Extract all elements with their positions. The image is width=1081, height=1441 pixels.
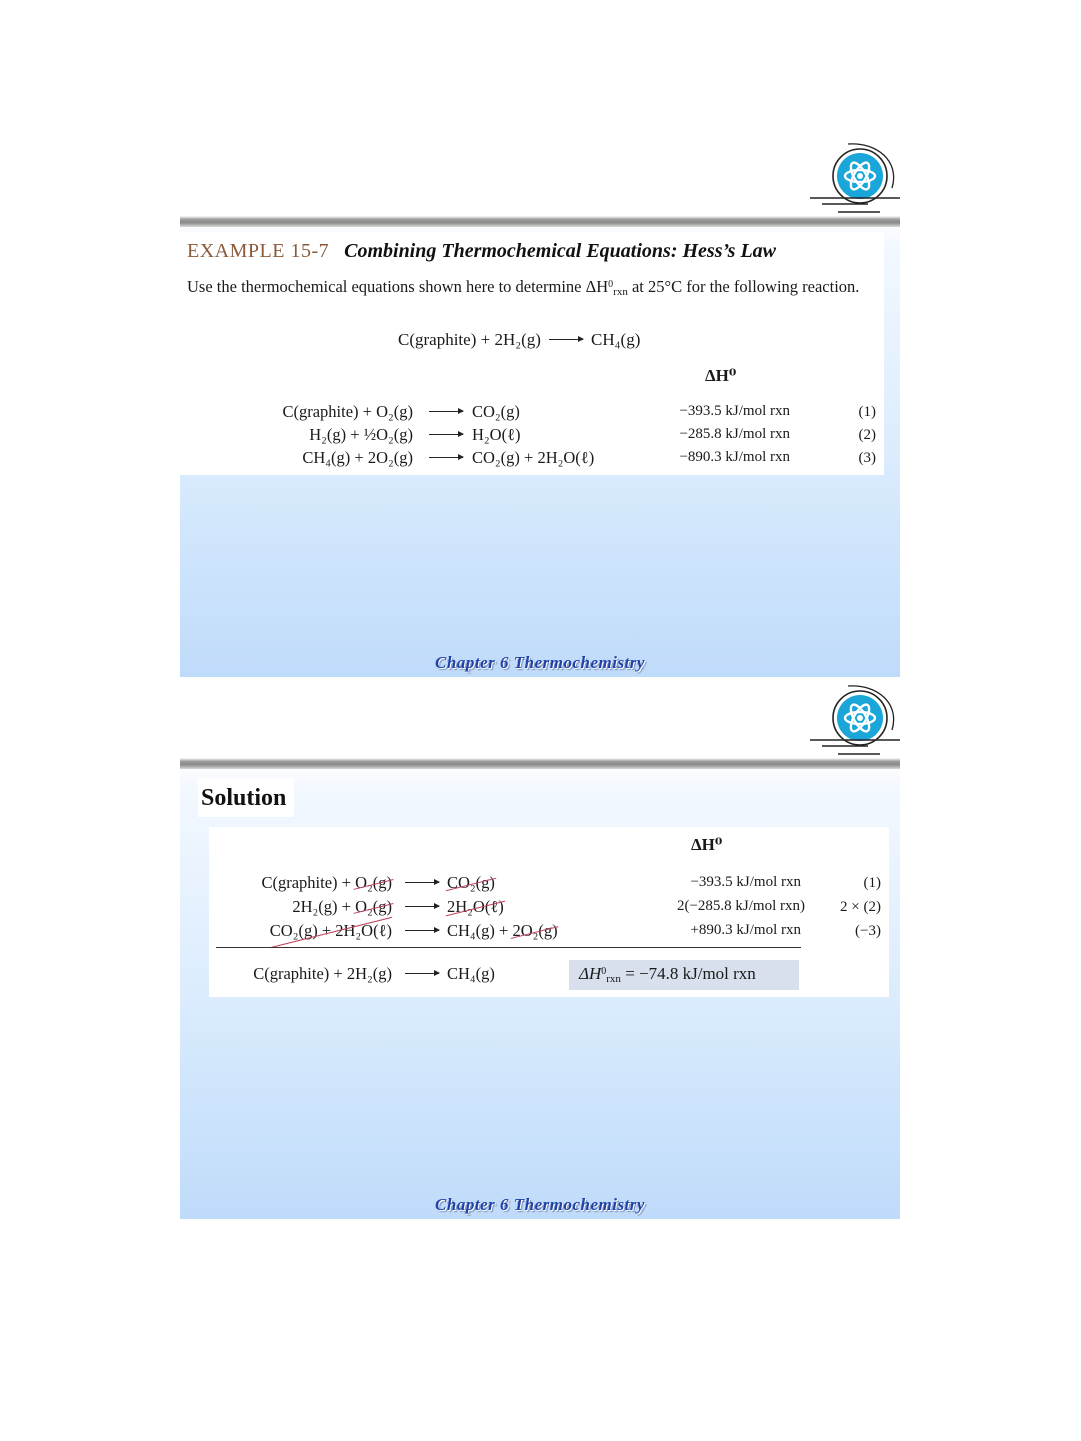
intro-text-start: Use the thermochemical equations shown here to determine ΔH [187, 277, 609, 296]
solution-row-2-rhs [447, 897, 504, 917]
solution-title: Solution [201, 785, 287, 811]
solution-row-2-multiplier: 2 × (2) [840, 899, 881, 915]
slide-footer: Chapter 6 Thermochemistry [435, 653, 645, 672]
solution-row-1-rhs [447, 873, 495, 893]
equation-1-dh: −393.5 kJ/mol rxn [679, 403, 790, 419]
solution-row-3-rhs [447, 921, 558, 941]
lhs-text: C(graphite) + [261, 873, 356, 892]
example-heading [187, 240, 776, 263]
equation-3-lhs: CH₄(g) + 2O₂(g) [302, 448, 413, 467]
result-superscript: 0 [601, 966, 607, 977]
solution-row-2-lhs [292, 897, 392, 917]
result-label: ΔH [579, 964, 602, 983]
reaction-arrow-icon [405, 882, 439, 883]
intro-subscript: rxn [613, 286, 628, 298]
reaction-arrow-icon [549, 339, 583, 340]
cancelled-term: 2H₂O(ℓ) [447, 897, 504, 916]
slide-footer: Chapter 6 Thermochemistry [435, 1195, 645, 1214]
solution-row-1-lhs [261, 873, 392, 893]
equation-1-number: (1) [858, 404, 876, 420]
target-reactants: C(graphite) + 2H₂(g) [398, 330, 541, 349]
delta-h-header: ΔH⁰ [691, 835, 723, 854]
solution-title-box [198, 778, 294, 817]
equation-1-rhs: CO₂(g) [472, 402, 520, 421]
slide-solution [180, 678, 900, 1219]
equation-3-rhs: CO₂(g) + 2H₂O(ℓ) [472, 448, 595, 467]
reaction-arrow-icon [405, 973, 439, 974]
example-label: EXAMPLE 15-7 [187, 240, 330, 262]
result-value [579, 964, 756, 985]
equation-3-number: (3) [858, 450, 876, 466]
solution-row-3-arrow [397, 921, 447, 941]
equation-1-lhs: C(graphite) + O₂(g) [282, 402, 413, 421]
solution-row-2-arrow [397, 897, 447, 917]
cancelled-term: O₂(g) [355, 873, 392, 892]
solution-panel [209, 827, 889, 997]
equation-2-dh: −285.8 kJ/mol rxn [679, 426, 790, 442]
equation-2-number: (2) [858, 427, 876, 443]
intro-text-end: at 25°C for the following reaction. [627, 277, 860, 296]
solution-row-3-dh: +890.3 kJ/mol rxn [690, 922, 801, 938]
equation-2-arrow [421, 425, 471, 445]
delta-h-header: ΔH⁰ [705, 366, 737, 385]
example-intro [187, 274, 877, 303]
atom-logo-icon [808, 140, 903, 214]
result-number: = −74.8 kJ/mol rxn [620, 964, 756, 983]
cancelled-term: 2O₂(g) [512, 921, 558, 940]
example-panel [180, 232, 884, 475]
solution-row-1-arrow [397, 873, 447, 893]
target-products: CH₄(g) [590, 330, 641, 349]
solution-row-3-lhs [270, 921, 392, 941]
net-reaction-arrow [397, 964, 447, 984]
net-reaction-lhs: C(graphite) + 2H₂(g) [253, 964, 392, 983]
reaction-arrow-icon [405, 906, 439, 907]
equation-3-arrow [421, 448, 471, 468]
example-title: Combining Thermochemical Equations: Hess’s Law [344, 240, 777, 262]
solution-row-2-dh: 2(−285.8 kJ/mol rxn) [676, 898, 805, 914]
equation-1-arrow [421, 402, 471, 422]
target-reaction [398, 330, 640, 350]
cancelled-term: O₂(g) [355, 897, 392, 916]
slide-example [180, 136, 900, 677]
cancelled-term: CO₂(g) [447, 873, 495, 892]
solution-row-1-dh: −393.5 kJ/mol rxn [690, 874, 801, 890]
solution-row-3-multiplier: (−3) [855, 923, 881, 939]
equation-2-rhs: H₂O(ℓ) [472, 425, 521, 444]
reaction-arrow-icon [429, 434, 463, 435]
sum-divider-line [216, 947, 801, 948]
equation-3-dh: −890.3 kJ/mol rxn [679, 449, 790, 465]
result-subscript: rxn [606, 973, 621, 985]
cancelled-term: CO₂(g) + 2H₂O(ℓ) [269, 921, 392, 940]
atom-logo-icon [808, 682, 903, 756]
rhs-text: CH₄(g) + [447, 921, 513, 940]
intro-superscript: 0 [608, 279, 614, 290]
reaction-arrow-icon [429, 457, 463, 458]
solution-row-1-multiplier: (1) [863, 875, 881, 891]
net-reaction-rhs: CH₄(g) [447, 964, 495, 983]
title-divider-bar [180, 758, 900, 769]
reaction-arrow-icon [405, 930, 439, 931]
title-divider-bar [180, 216, 900, 227]
reaction-arrow-icon [429, 411, 463, 412]
equation-2-lhs: H₂(g) + ½O₂(g) [309, 425, 413, 444]
lhs-text: 2H₂(g) + [292, 897, 356, 916]
